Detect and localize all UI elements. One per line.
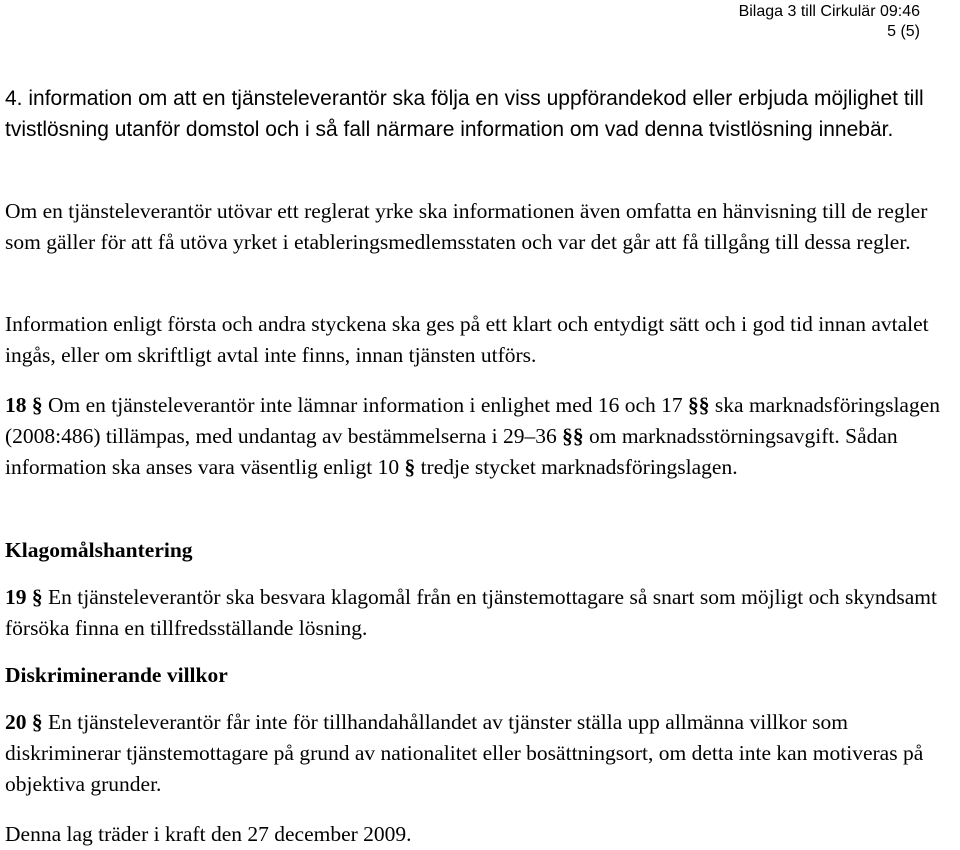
closing-wrap [5,819,945,850]
heading-discrimination: Diskriminerande villkor [5,663,228,687]
closing-text: Denna lag träder i kraft den 27 december 2009. [5,822,412,846]
section-18-text-b: ska marknadsföringslagen (2008:486) tillämpas, med undantag av bestämmelserna i 29–36 [5,393,941,448]
page-number: 5 (5) [887,23,920,40]
section-19-number: 19 [5,585,27,609]
section-19 [5,582,945,644]
paragraph-regulated-profession [5,196,945,258]
regulated-profession-text: Om en tjänsteleverantör utövar ett reglerat yrke ska informationen även omfatta en hänvisning till de regler som gäller för att få utöva yrket i etableringsmedlemsstaten och var det går att få tillgång till dessa regler. [5,199,928,254]
heading-complaints-wrap [5,535,945,566]
section-18-number: 18 [5,393,27,417]
section-sign: § [404,455,416,479]
section-18-text-c: om marknadsstörningsavgift. Sådan information ska anses vara väsentlig enligt 10 [5,424,898,479]
paragraph-timing [5,309,945,371]
section-19-body: En tjänsteleverantör ska besvara klagomål från en tjänstemottagare så snart som möjligt och skyndsamt försöka finna en tillfredsställande lösning. [5,585,938,640]
section-sign-double: §§ [562,424,584,448]
section-sign: § [31,710,43,734]
heading-complaints: Klagomålshantering [5,538,193,562]
page-header [739,2,920,42]
timing-text: Information enligt första och andra styckena ska ges på ett klart och entydigt sätt och i god tid innan avtalet ingås, eller om skriftligt avtal inte finns, innan tjänsten utförs. [5,312,929,367]
heading-discrimination-wrap [5,660,945,691]
paragraph-item-4 [5,83,945,145]
section-18-text [5,390,945,483]
section-20-number: 20 [5,710,27,734]
section-18-text-a: Om en tjänsteleverantör inte lämnar information i enlighet med 16 och 17 [48,393,683,417]
section-18-text-d: tredje stycket marknadsföringslagen. [420,455,738,479]
section-sign-double: §§ [688,393,710,417]
attachment-reference: Bilaga 3 till Cirkulär 09:46 [738,3,920,20]
section-18 [5,390,945,483]
section-sign: § [31,393,43,417]
section-20-text [5,707,945,800]
section-20 [5,707,945,800]
section-19-text [5,582,945,644]
section-20-body: En tjänsteleverantör får inte för tillhandahållandet av tjänster ställa upp allmänna villkor som diskriminerar tjänstemottagare på grund av nationalitet eller bosättningsort, om detta inte kan motiveras på objektiva grunder. [5,710,924,796]
section-sign: § [31,585,43,609]
item-4-text: 4. information om att en tjänsteleverantör ska följa en viss uppförandekod eller erbjuda möjlighet till tvistlösning utanför domstol och i så fall närmare information om vad denna tvistlösning innebär. [5,87,924,141]
